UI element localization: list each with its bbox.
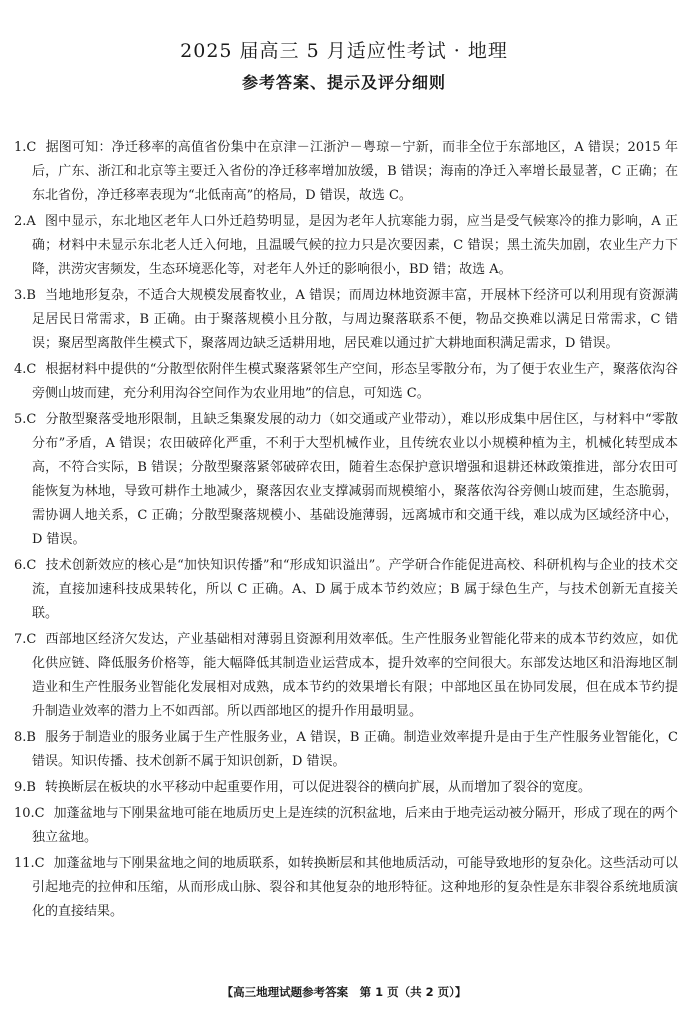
page-subtitle: 参考答案、提示及评分细则 bbox=[241, 73, 446, 92]
answer-number: 5.C bbox=[14, 412, 37, 427]
answer-item bbox=[14, 358, 678, 406]
answer-item bbox=[14, 726, 678, 774]
answer-number: 6.C bbox=[14, 558, 37, 573]
answer-explanation: 转换断层在板块的水平移动中起重要作用，可以促进裂谷的横向扩展，从而增加了裂谷的宽度。 bbox=[44, 780, 591, 795]
answer-explanation: 西部地区经济欠发达，产业基础相对薄弱且资源利用效率低。生产性服务业智能化带来的成本节约效应，如优化供应链、降低服务价格等，能大幅降低其制造业运营成本，提升效率的空间很大。东部发达地区和沿海地区制造业和生产性服务业智能化发展相对成熟，成本节约的效果增长有限；中部地区虽在协同发展，但在成本节约提升制造业效率的潜力上不如西部。所以西部地区的提升作用最明显。 bbox=[32, 632, 678, 719]
answer-item bbox=[14, 852, 678, 924]
answer-item bbox=[14, 136, 678, 208]
answer-item bbox=[14, 210, 678, 282]
page-title: 2025 届高三 5 月适应性考试 · 地理 bbox=[180, 40, 508, 62]
answer-explanation: 据图可知：净迁移率的高值省份集中在京津－江浙沪－粤琼－宁新，而非全位于东部地区，A 错误；2015 年后，广东、浙江和北京等主要迁入省份的净迁移率增加放缓，B 错误；海南的净迁入率增长最显著，C 正确；在东北省份，净迁移率表现为“北低南高”的格局，D 错误，故选 C。 bbox=[32, 140, 678, 203]
answer-item bbox=[14, 284, 678, 356]
answer-explanation: 加蓬盆地与下刚果盆地可能在地质历史上是连续的沉积盆地，后来由于地壳运动被分隔开，形成了现在的两个独立盆地。 bbox=[32, 806, 678, 845]
page-footer: 【高三地理试题参考答案 第 1 页（共 2 页）】 bbox=[221, 985, 467, 999]
answer-explanation: 技术创新效应的核心是“加快知识传播”和“形成知识溢出”。产学研合作能促进高校、科研机构与企业的技术交流，直接加速科技成果转化，所以 C 正确。A、D 属于成本节约效应；B 属于绿色生产，与技术创新无直接关联。 bbox=[32, 558, 678, 621]
answer-explanation: 根据材料中提供的“分散型依附伴生模式聚落紧邻生产空间，形态呈零散分布，为了便于农业生产，聚落依沟谷旁侧山坡而建，充分利用沟谷空间作为农业用地”的信息，可知选 C。 bbox=[32, 362, 678, 401]
answer-number: 11.C bbox=[14, 856, 45, 871]
answer-number: 7.C bbox=[14, 632, 37, 647]
answer-item bbox=[14, 408, 678, 552]
answer-number: 9.B bbox=[14, 780, 36, 795]
answer-number: 4.C bbox=[14, 362, 37, 377]
answer-list bbox=[14, 136, 678, 926]
answer-item bbox=[14, 554, 678, 626]
answer-number: 2.A bbox=[14, 214, 36, 229]
answer-number: 8.B bbox=[14, 730, 36, 745]
answer-explanation: 加蓬盆地与下刚果盆地之间的地质联系，如转换断层和其他地质活动，可能导致地形的复杂化。这些活动可以引起地壳的拉伸和压缩，从而形成山脉、裂谷和其他复杂的地形特征。这种地形的复杂性是东非裂谷系统地质演化的直接结果。 bbox=[32, 856, 678, 919]
answer-item bbox=[14, 776, 678, 800]
answer-explanation: 当地地形复杂，不适合大规模发展畜牧业，A 错误；而周边林地资源丰富，开展林下经济可以利用现有资源满足居民日常需求，B 正确。由于聚落规模小且分散，与周边聚落联系不便，物品交换难以满足日常需求，C 错误；聚居型离散伴生模式下，聚落周边缺乏适耕用地，居民难以通过扩大耕地面积满足需求，D 错误。 bbox=[32, 288, 678, 351]
answer-explanation: 服务于制造业的服务业属于生产性服务业，A 错误，B 正确。制造业效率提升是由于生产性服务业智能化，C 错误。知识传播、技术创新不属于知识创新，D 错误。 bbox=[32, 730, 678, 769]
answer-item bbox=[14, 628, 678, 724]
answer-explanation: 分散型聚落受地形限制，且缺乏集聚发展的动力（如交通或产业带动），难以形成集中居住区，与材料中“零散分布”矛盾，A 错误；农田破碎化严重，不利于大型机械作业，且传统农业以小规模种植为主，机械化转型成本高，不符合实际，B 错误；分散型聚落紧邻破碎农田，随着生态保护意识增强和退耕还林政策推进，部分农田可能恢复为林地，导致可耕作土地减少，聚落因农业支撑减弱而规模缩小，聚落依沟谷旁侧山坡而建，生态脆弱，需协调人地关系，C 正确；分散型聚落规模小、基础设施薄弱，远离城市和交通干线，难以成为区域经济中心，D 错误。 bbox=[32, 412, 678, 547]
answer-number: 1.C bbox=[14, 140, 37, 155]
answer-explanation: 图中显示，东北地区老年人口外迁趋势明显，是因为老年人抗寒能力弱，应当是受气候寒冷的推力影响，A 正确；材料中未显示东北老人迁入何地，且温暖气候的拉力只是次要因素，C 错误；黑土流失加剧，农业生产力下降，洪涝灾害频发，生态环境恶化等，对老年人外迁的影响很小，BD 错；故选 A。 bbox=[32, 214, 678, 277]
answer-number: 10.C bbox=[14, 806, 45, 821]
answer-number: 3.B bbox=[14, 288, 36, 303]
answer-item bbox=[14, 802, 678, 850]
